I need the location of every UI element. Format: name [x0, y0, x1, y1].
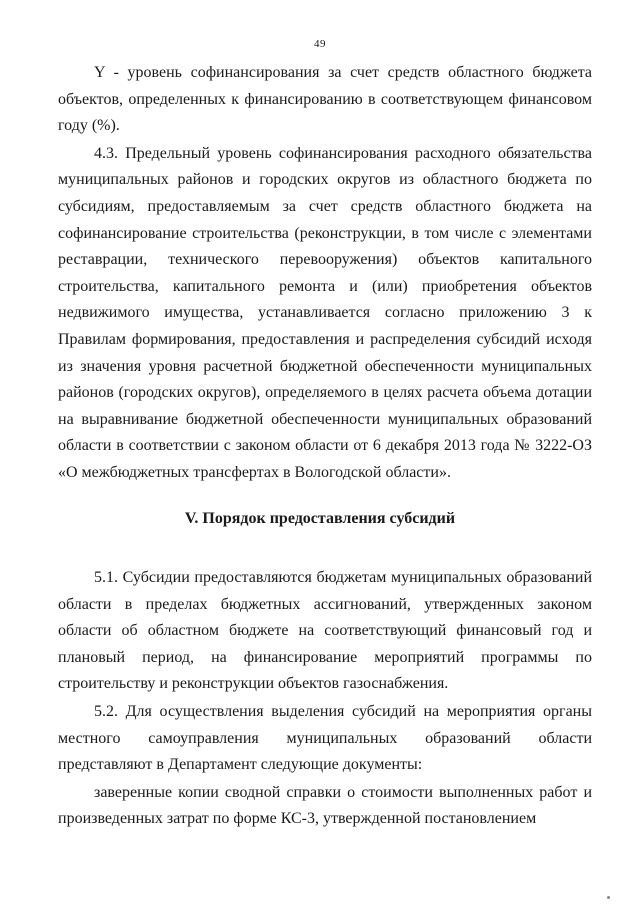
paragraph-4-3: 4.3. Предельный уровень софинансирования расходного обязательства муниципальных районов и городских округов из областного бюджета по субсидиям, предоставляемым за счет средств областного бюджета на софинансирование строительства (реконструкции, в том числе с элементами реставрации, технического перевооружения) объектов капитального строительства, капитального ремонта и (или) приобретения объектов недвижимого имущества, устанавливается согласно приложению 3 к Правилам формирования, предоставления и распределения субсидий исходя из значения уровня расчетной бюджетной обеспеченности муниципальных районов (городских округов), определяемого в целях расчета объема дотации на выравнивание бюджетной обеспеченности муниципальных образований области в соответствии с законом области от 6 декабря 2013 года № 3222-ОЗ «О межбюджетных трансфертах в Вологодской области».: [58, 144, 592, 481]
scan-speck: [607, 896, 610, 899]
paragraph-5-2: 5.2. Для осуществления выделения субсидий на мероприятия органы местного самоуправления муниципальных образований области представляют в Департамент следующие документы:: [58, 702, 592, 774]
body-text-bottom: [58, 565, 592, 833]
section-heading: V. Порядок предоставления субсидий: [184, 510, 456, 527]
paragraph-y-definition: Y - уровень софинансирования за счет средств областного бюджета объектов, определенных к финансированию в соответствующем финансовом году (%).: [58, 64, 592, 135]
body-text-top: [58, 60, 592, 487]
page-number: 49: [314, 38, 326, 50]
paragraph-documents-list: заверенные копии сводной справки о стоимости выполненных работ и произведенных затрат по форме КС-3, утвержденной постановлением: [58, 783, 592, 828]
paragraph-5-1: 5.1. Субсидии предоставляются бюджетам муниципальных образований области в пределах бюджетных ассигнований, утвержденных законом области об областном бюджете на соответствующий финансовый год и плановый период, на финансирование мероприятий программы по строительству и реконструкции объектов газоснабжения.: [58, 569, 592, 693]
